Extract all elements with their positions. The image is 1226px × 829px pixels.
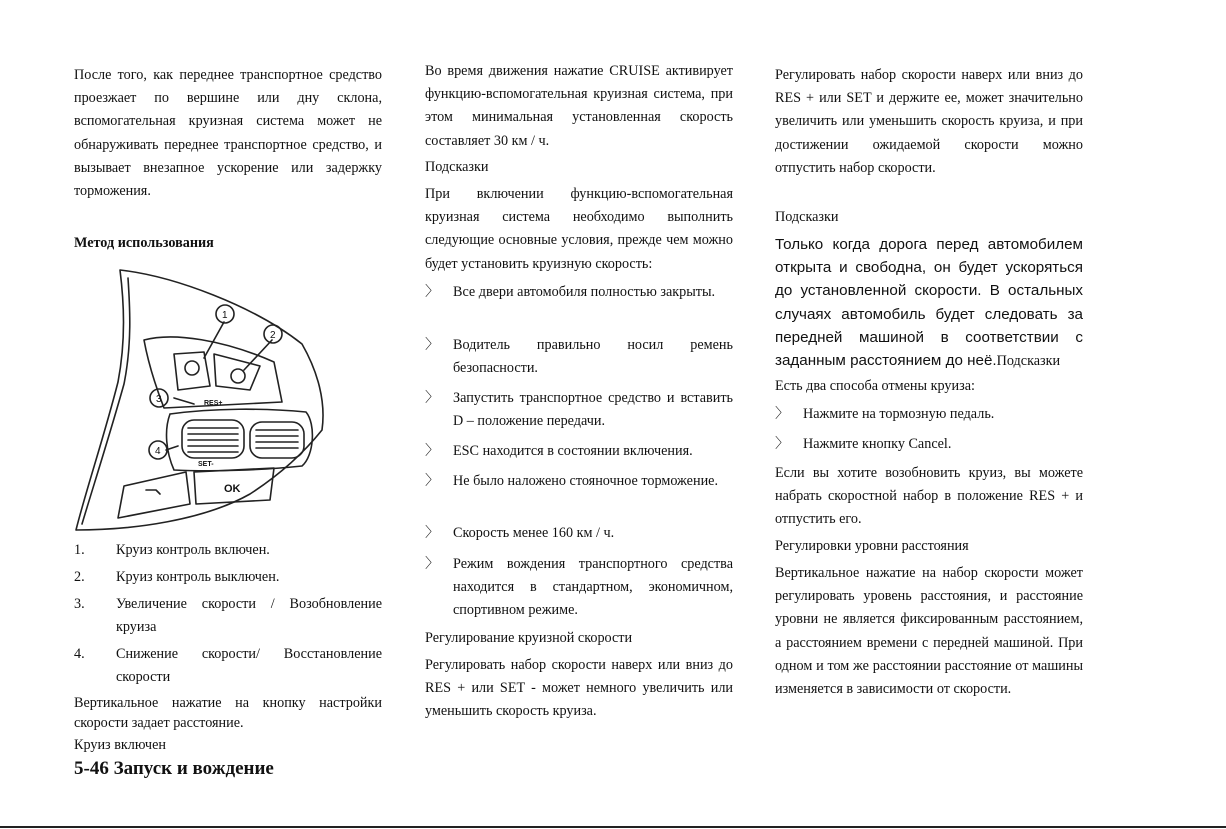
list-text: Круиз контроль выключен. (116, 569, 280, 585)
method-heading: Метод использования (74, 235, 214, 251)
page-footer: 5-46 Запуск и вождение (74, 758, 274, 779)
resume-paragraph: Если вы хотите возобновить круиз, вы можете набрать скоростной набор в положение RES + и отпустить его. (775, 465, 1083, 528)
hints-label: Подсказки (996, 353, 1061, 370)
cancel-text: Нажмите кнопку Cancel. (803, 436, 952, 452)
bullet-mark: 〉 (425, 474, 439, 489)
condition-text: Режим вождения транспортного средства находится в стандартном, экономичном, спортивном режиме. (453, 556, 733, 619)
speed-adjust-paragraph: Регулировать набор скорости наверх или вниз до RES + или SET и держите ее, может значительно увеличить или уменьшить скорость круиза, и при достижении ожидаемой скорости можно отпустить набор скорости. (775, 67, 1083, 176)
ok-label: OK (224, 483, 241, 495)
list-text: Круиз контроль включен. (116, 542, 270, 558)
callout-2: 2 (270, 330, 276, 341)
bullet-mark: 〉 (425, 338, 439, 353)
bullet-mark: 〉 (775, 437, 789, 452)
bullet-mark: 〉 (425, 444, 439, 459)
bottom-divider (0, 826, 1226, 828)
list-number: 4. (74, 646, 85, 662)
list-number: 1. (74, 542, 85, 558)
bullet-mark: 〉 (775, 407, 789, 422)
condition-text: Не было наложено стояночное торможение. (453, 473, 719, 489)
list-text: Снижение скорости/ Восстановление скорости (116, 646, 382, 686)
bullet-mark: 〉 (425, 526, 439, 541)
acceleration-note (775, 233, 1083, 373)
condition-text: Скорость менее 160 км / ч. (453, 525, 615, 541)
regulation-heading: Регулирование круизной скорости (425, 630, 633, 646)
condition-text: Все двери автомобиля полностью закрыты. (453, 284, 716, 300)
bullet-mark: 〉 (425, 285, 439, 300)
list-text: Увеличение скорости / Возобновление круиза (116, 596, 382, 636)
condition-text: Водитель правильно носил ремень безопасности. (453, 337, 733, 377)
activation-paragraph: Во время движения нажатие CRUISE активирует функцию-вспомогательная круизная система, при этом минимальная установленная скорость составляет 30 км / ч. (425, 63, 733, 149)
callout-4: 4 (155, 446, 161, 457)
intro-paragraph: После того, как переднее транспортное средство проезжает по вершине или дну склона, вспомогательная круизная система может не обнаруживать переднее транспортное средство, и вызывает внезапное ускорение или задержку торможения. (74, 67, 382, 200)
distance-heading: Регулировки уровни расстояния (775, 538, 969, 554)
list-number: 3. (74, 596, 85, 612)
bullet-mark: 〉 (425, 391, 439, 406)
condition-text: Запустить транспортное средство и вставить D – положение передачи. (453, 390, 733, 430)
hints-label: Подсказки (425, 159, 489, 175)
acceleration-note-text: Только когда дорога перед автомобилем открыта и свободна, он будет ускоряться до установленной скорости. В остальных случаях автомобиль будет следовать за передней машиной в соответствии с заданным расстоянием до неё. (775, 236, 1083, 370)
list-number: 2. (74, 569, 85, 585)
callout-3: 3 (156, 394, 162, 405)
res-label: RES+ (204, 400, 223, 407)
set-label: SET- (198, 461, 214, 468)
cancel-intro: Есть два способа отмены круиза: (775, 378, 975, 394)
condition-text: ESC находится в состоянии включения. (453, 443, 693, 459)
conditions-intro: При включении функцию-вспомогательная круизная система необходимо выполнить следующие основные условия, прежде чем можно будет установить круизную скорость: (425, 186, 733, 272)
steering-wheel-figure (74, 262, 332, 534)
distance-note: Вертикальное нажатие на кнопку настройки скорости задает расстояние. (74, 695, 382, 731)
distance-paragraph: Вертикальное нажатие на набор скорости может регулировать уровень расстояния, и расстояние уровни не является фиксированным расстоянием, а расстоянием времени с передней машиной. При одном и том же расстоянии расстояние от машины изменяется в зависимости от скорости. (775, 565, 1083, 698)
hints-label: Подсказки (775, 209, 839, 225)
bullet-mark: 〉 (425, 557, 439, 572)
regulation-text: Регулировать набор скорости наверх или вниз до RES + или SET - может немного увеличить или уменьшить скорость круиза. (425, 657, 733, 720)
cancel-text: Нажмите на тормозную педаль. (803, 406, 995, 422)
cruise-on-text: Круиз включен (74, 737, 166, 753)
callout-1: 1 (222, 310, 228, 321)
